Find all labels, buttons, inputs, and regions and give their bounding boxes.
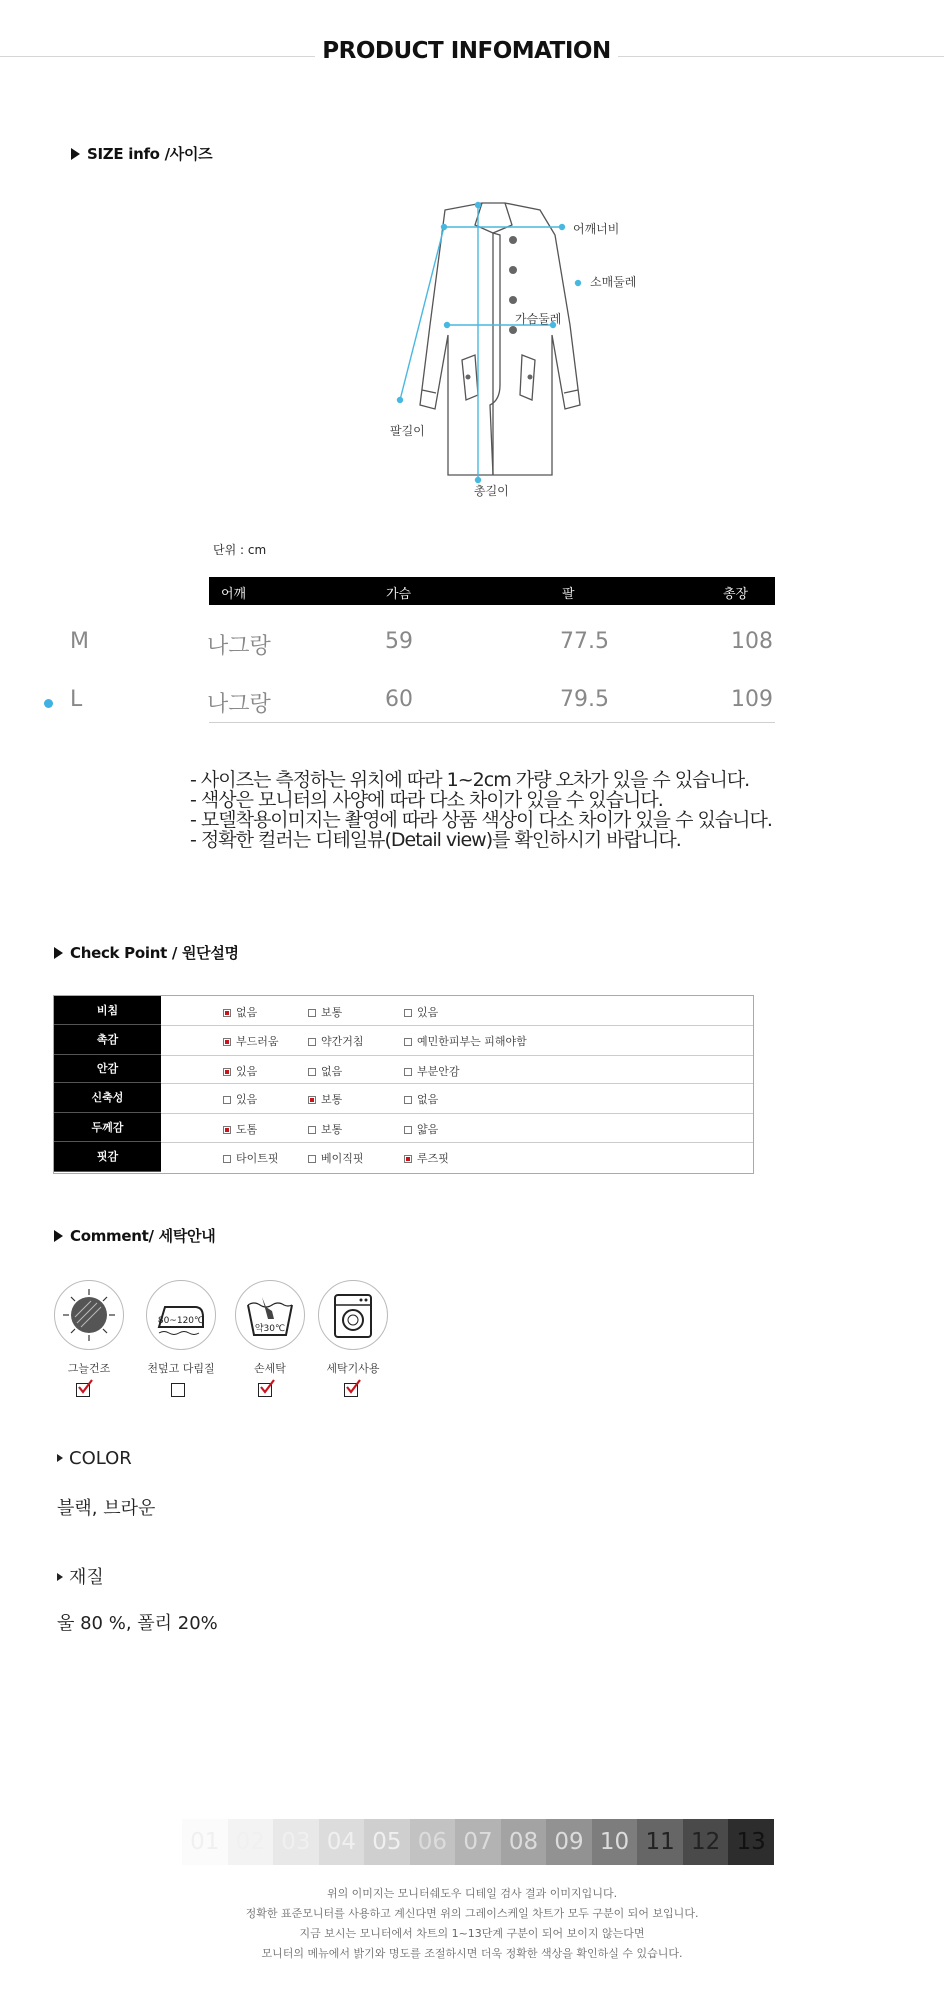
unit-label: 단위 : cm xyxy=(213,543,267,557)
col-shoulder: 어깨 xyxy=(221,587,247,602)
care-label-machine: 세탁기사용 xyxy=(326,1362,380,1375)
grayscale-step: 09 xyxy=(546,1819,592,1865)
size-section-title xyxy=(71,143,212,164)
check-option xyxy=(404,1063,460,1079)
size-table-divider xyxy=(209,722,775,723)
comment-section-title xyxy=(54,1225,215,1246)
check-row xyxy=(54,1113,753,1143)
note-line: - 모델착용이미지는 촬영에 따라 상품 색상이 다소 차이가 있을 수 있습니다. xyxy=(190,809,772,831)
comment-title-en: Comment/ xyxy=(70,1227,154,1245)
coat-diagram-icon xyxy=(380,195,640,505)
check-option xyxy=(223,1150,279,1166)
footer-line: 위의 이미지는 모니터쉐도우 디테일 검사 결과 이미지입니다. xyxy=(326,1887,618,1900)
washing-machine-icon xyxy=(318,1280,388,1350)
size-title-ko: /사이즈 xyxy=(164,145,213,163)
check-row xyxy=(54,1055,753,1084)
check-option xyxy=(308,1150,364,1166)
check-option-label: 있음 xyxy=(236,1093,258,1106)
grayscale-step: 04 xyxy=(319,1819,365,1865)
size-title-en: SIZE info xyxy=(87,145,160,163)
check-option-label: 도톰 xyxy=(236,1123,258,1136)
check-option-label: 보통 xyxy=(321,1006,343,1019)
iron-icon xyxy=(146,1280,216,1350)
size-cell: 나그랑 xyxy=(207,692,271,717)
size-cell: 79.5 xyxy=(560,687,609,712)
page-title: PRODUCT INFOMATION xyxy=(322,38,611,64)
footer-line: 모니터의 메뉴에서 밝기와 명도를 조절하시면 더욱 정확한 색상을 확인하실 수 있습니다. xyxy=(261,1947,683,1960)
check-row-label: 신축성 xyxy=(54,1083,161,1113)
col-arm: 팔 xyxy=(562,587,575,602)
checkbox-icon xyxy=(404,1068,412,1076)
check-option-label: 부분안감 xyxy=(417,1065,460,1078)
grayscale-step: 12 xyxy=(683,1819,729,1865)
size-cell: 109 xyxy=(731,687,773,712)
checkbox-icon xyxy=(404,1009,412,1017)
checkbox-icon xyxy=(308,1038,316,1046)
checkbox-icon xyxy=(223,1038,231,1046)
grayscale-step: 11 xyxy=(637,1819,683,1865)
check-row xyxy=(54,1083,753,1114)
checkbox-icon xyxy=(308,1126,316,1134)
grayscale-step: 05 xyxy=(364,1819,410,1865)
grayscale-step: 06 xyxy=(410,1819,456,1865)
fabric-check-table xyxy=(53,995,754,1174)
checkbox-icon xyxy=(223,1009,231,1017)
checkbox-icon xyxy=(404,1126,412,1134)
check-option xyxy=(308,1063,342,1079)
header-divider-right xyxy=(618,56,944,57)
grayscale-step: 07 xyxy=(455,1819,501,1865)
label-sleeve-circ: 소매둘레 xyxy=(590,275,637,289)
care-label-shade-dry: 그늘건조 xyxy=(67,1362,111,1375)
comment-title-ko: 세탁안내 xyxy=(158,1227,216,1245)
check-option-label: 얇음 xyxy=(417,1123,439,1136)
checkbox-icon xyxy=(404,1155,412,1163)
grayscale-step: 13 xyxy=(728,1819,774,1865)
size-cell: 77.5 xyxy=(560,629,609,654)
check-row-label: 두께감 xyxy=(54,1113,161,1142)
color-section-title xyxy=(57,1448,132,1469)
checkbox-icon xyxy=(308,1009,316,1017)
check-option-label: 약간거침 xyxy=(321,1035,364,1048)
size-cell: 108 xyxy=(731,629,773,654)
grayscale-step: 02 xyxy=(228,1819,274,1865)
check-option xyxy=(404,1004,438,1020)
selected-size-dot xyxy=(44,699,53,708)
check-option-label: 있음 xyxy=(417,1006,439,1019)
size-label: M xyxy=(70,629,89,654)
label-total-length: 총길이 xyxy=(474,484,509,498)
check-option-label: 예민한피부는 피해야함 xyxy=(417,1035,527,1048)
check-option xyxy=(308,1091,342,1107)
check-option-label: 있음 xyxy=(236,1065,258,1078)
grayscale-step: 10 xyxy=(592,1819,638,1865)
label-arm-length: 팔길이 xyxy=(390,424,425,438)
triangle-bullet-icon xyxy=(57,1573,63,1581)
color-value: 블랙, 브라운 xyxy=(57,1498,156,1519)
check-option xyxy=(404,1091,438,1107)
check-option xyxy=(223,1063,257,1079)
size-cell: 59 xyxy=(385,629,413,654)
checkbox-icon xyxy=(223,1155,231,1163)
triangle-bullet-icon xyxy=(71,148,80,160)
check-option xyxy=(223,1004,257,1020)
care-label-iron: 천덮고 다림질 xyxy=(147,1362,215,1375)
col-length: 총장 xyxy=(723,587,749,602)
check-option xyxy=(404,1121,438,1137)
care-checkbox xyxy=(76,1383,90,1397)
check-row-label: 촉감 xyxy=(54,1025,161,1055)
checkbox-icon xyxy=(308,1155,316,1163)
note-line: - 사이즈는 측정하는 위치에 따라 1~2cm 가량 오차가 있을 수 있습니다. xyxy=(190,769,750,791)
checkbox-icon xyxy=(223,1096,231,1104)
checkbox-icon xyxy=(308,1096,316,1104)
check-option xyxy=(404,1150,449,1166)
checkbox-icon xyxy=(404,1096,412,1104)
note-line: - 정확한 컬러는 디테일뷰(Detail view)를 확인하시기 바랍니다. xyxy=(190,829,681,851)
footer-line: 정확한 표준모니터를 사용하고 계신다면 위의 그레이스케일 차트가 모두 구분이 되어 보입니다. xyxy=(245,1907,699,1920)
check-title-en: Check Point xyxy=(70,944,167,962)
footer-line: 지금 보시는 모니터에서 차트의 1~13단계 구분이 되어 보이지 않는다면 xyxy=(299,1927,645,1940)
checkbox-icon xyxy=(223,1126,231,1134)
triangle-bullet-icon xyxy=(54,947,63,959)
material-section-title xyxy=(57,1563,104,1589)
check-option-label: 루즈핏 xyxy=(417,1152,449,1165)
check-row xyxy=(54,996,753,1026)
check-option-label: 보통 xyxy=(321,1123,343,1136)
checkbox-icon xyxy=(223,1068,231,1076)
check-option xyxy=(223,1091,257,1107)
check-option-label: 타이트핏 xyxy=(236,1152,279,1165)
triangle-bullet-icon xyxy=(57,1454,63,1462)
hand-wash-icon xyxy=(235,1280,305,1350)
check-option xyxy=(223,1121,257,1137)
check-row-label: 비침 xyxy=(54,996,161,1025)
check-row xyxy=(54,1025,753,1056)
check-row-label: 핏감 xyxy=(54,1142,161,1172)
check-option xyxy=(308,1033,364,1049)
care-label-hand-wash: 손세탁 xyxy=(254,1362,286,1375)
check-option-label: 없음 xyxy=(417,1093,439,1106)
grayscale-step: 08 xyxy=(501,1819,547,1865)
check-option-label: 없음 xyxy=(236,1006,258,1019)
check-row xyxy=(54,1142,753,1172)
grayscale-step: 03 xyxy=(273,1819,319,1865)
material-title: 재질 xyxy=(69,1567,104,1588)
svg-text:80~120℃: 80~120℃ xyxy=(157,1316,205,1326)
triangle-bullet-icon xyxy=(54,1230,63,1242)
check-option xyxy=(308,1004,342,1020)
label-chest: 가슴둘레 xyxy=(515,312,562,326)
label-shoulder-width: 어깨너비 xyxy=(573,222,620,236)
check-option xyxy=(308,1121,342,1137)
header-divider-left xyxy=(0,56,315,57)
col-chest: 가슴 xyxy=(386,587,412,602)
size-cell: 나그랑 xyxy=(207,634,271,659)
size-table-header xyxy=(209,577,775,605)
check-section-title xyxy=(54,942,239,963)
check-row-label: 안감 xyxy=(54,1055,161,1083)
checkbox-icon xyxy=(404,1038,412,1046)
size-label: L xyxy=(70,687,83,712)
care-checkbox xyxy=(258,1383,272,1397)
check-title-ko: / 원단설명 xyxy=(171,944,239,962)
check-option-label: 부드러움 xyxy=(236,1035,279,1048)
material-value: 울 80 %, 폴리 20% xyxy=(57,1613,218,1634)
check-option-label: 베이직핏 xyxy=(321,1152,364,1165)
check-option xyxy=(404,1033,527,1049)
note-line: - 색상은 모니터의 사양에 따라 다소 차이가 있을 수 있습니다. xyxy=(190,789,663,811)
check-option xyxy=(223,1033,279,1049)
care-checkbox xyxy=(344,1383,358,1397)
grayscale-step: 01 xyxy=(182,1819,228,1865)
shade-dry-icon xyxy=(54,1280,124,1350)
check-option-label: 보통 xyxy=(321,1093,343,1106)
checkbox-icon xyxy=(308,1068,316,1076)
size-cell: 60 xyxy=(385,687,413,712)
svg-text:약30℃: 약30℃ xyxy=(254,1324,286,1334)
color-title: COLOR xyxy=(69,1448,132,1469)
check-option-label: 없음 xyxy=(321,1065,343,1078)
care-checkbox xyxy=(171,1383,185,1397)
grayscale-chart xyxy=(182,1819,774,1865)
